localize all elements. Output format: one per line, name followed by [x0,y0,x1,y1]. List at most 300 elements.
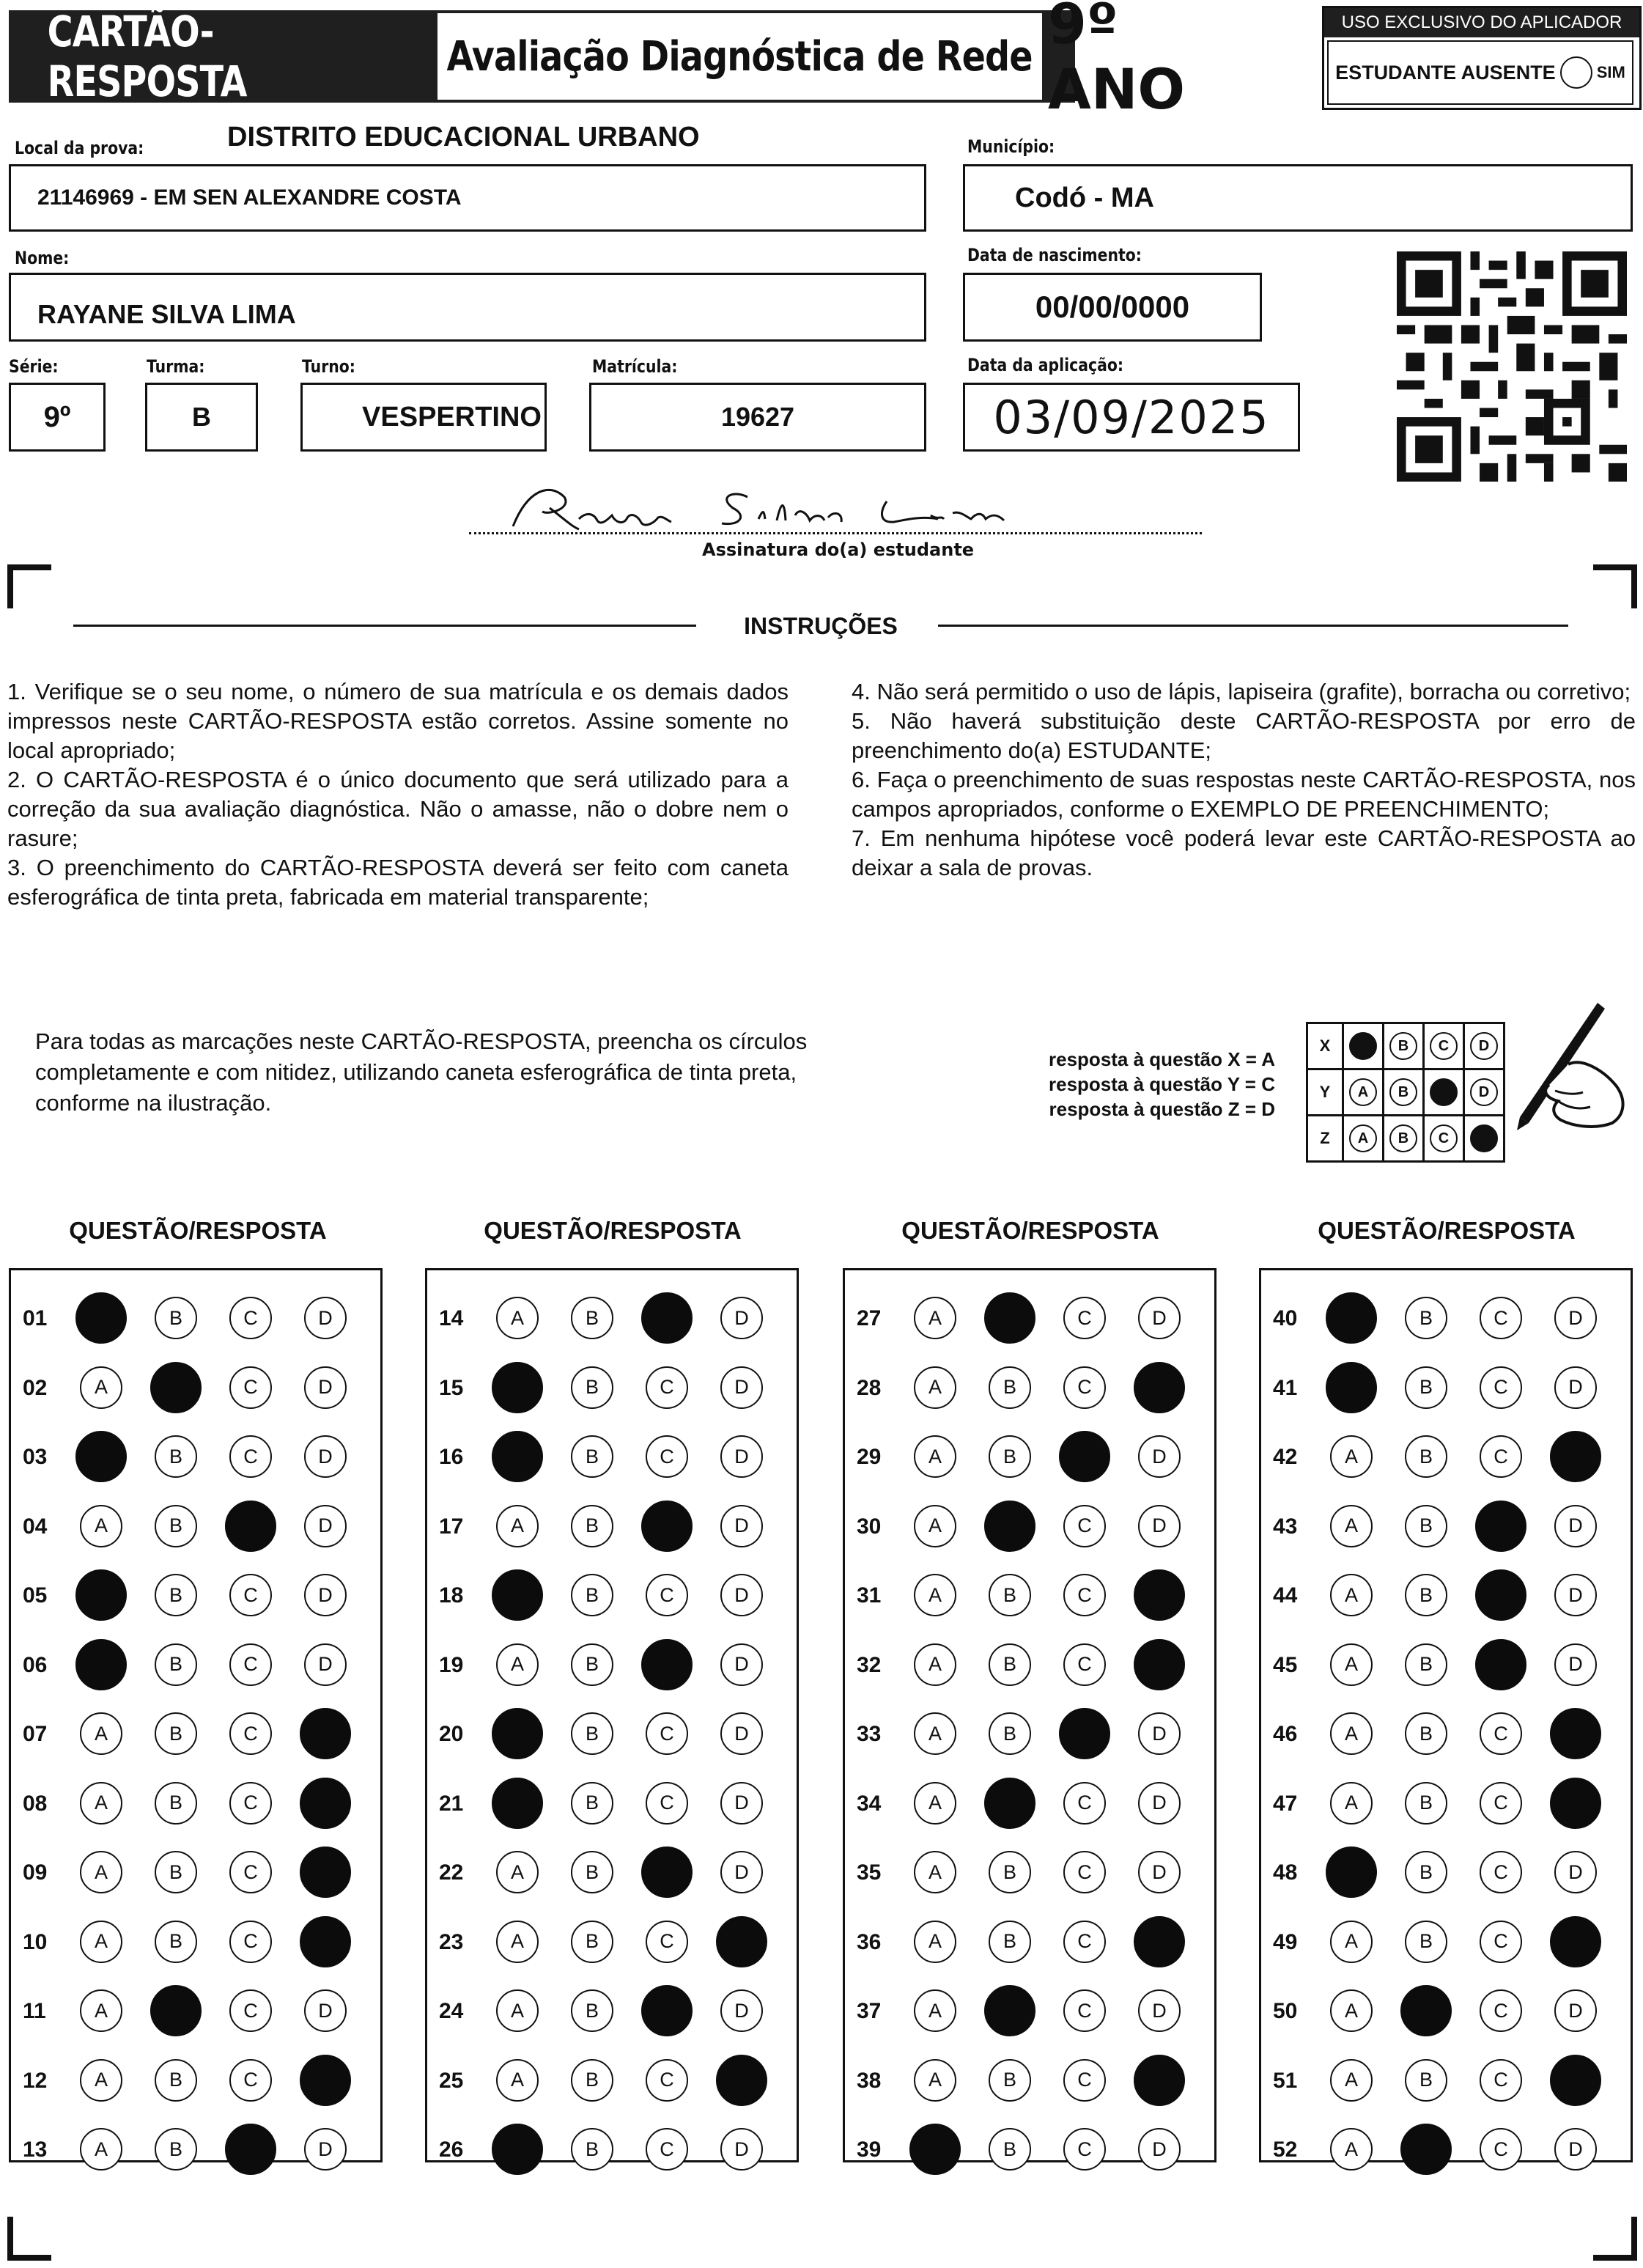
answer-bubble-a[interactable] [75,1639,127,1690]
answer-bubble-d[interactable]: D [1138,1505,1181,1547]
answer-bubble-d[interactable] [1134,1639,1185,1690]
answer-bubble-a[interactable]: A [1330,1782,1373,1825]
answer-bubble-b[interactable]: B [1405,1851,1447,1893]
answer-bubble-c[interactable]: C [1480,1297,1522,1339]
answer-bubble-b[interactable]: B [155,1574,197,1616]
pen-hand-icon [1488,998,1634,1145]
answer-bubble-b[interactable]: B [571,1297,613,1339]
answer-row [1261,1775,1631,1833]
question-number: 48 [1273,1860,1298,1885]
example-row [1308,1024,1503,1068]
answers-header: QUESTÃO/RESPOSTA [901,1217,1159,1244]
instruction-item: 1. Verifique se o seu nome, o número de sua matrícula e os demais dados impressos neste CARTÃO-RESPOSTA estão corretos. Assine somente no local apropriado; [7,679,789,763]
answer-bubble-b[interactable]: B [155,1435,197,1478]
answer-bubble-c[interactable] [641,1985,693,2036]
answer-bubble-d[interactable]: D [720,1297,763,1339]
question-number: 09 [23,1860,48,1885]
answer-bubble-a[interactable]: A [914,1989,956,2032]
answer-bubble-a[interactable] [492,1431,543,1482]
answer-bubble-c[interactable]: C [229,1574,272,1616]
answer-bubble-d[interactable]: D [720,1574,763,1616]
answer-bubble-c[interactable]: C [1063,2059,1106,2102]
absent-option: SIM [1596,63,1625,81]
answer-row [1261,1428,1631,1487]
answer-bubble-b[interactable]: B [989,1366,1031,1409]
answer-bubble-c[interactable]: C [646,2059,688,2102]
answer-row [845,2052,1214,2110]
answer-bubble-a[interactable]: A [1330,1989,1373,2032]
question-number: 02 [23,1375,48,1400]
example-bubble-c: C [1430,1032,1458,1060]
example-cell [1422,1116,1463,1160]
answer-bubble-d[interactable]: D [720,1989,763,2032]
answer-bubble-d[interactable] [300,2055,351,2106]
aplicacao-field: 03/09/2025 [963,383,1300,452]
example-cell [1382,1116,1422,1160]
answer-bubble-a[interactable] [75,1292,127,1344]
answer-bubble-c[interactable]: C [1063,1643,1106,1686]
question-number: 46 [1273,1722,1298,1746]
answer-row [11,2121,380,2179]
answer-bubble-c[interactable]: C [646,1435,688,1478]
answer-bubble-b[interactable]: B [1405,2059,1447,2102]
answer-bubble-b[interactable]: B [989,2128,1031,2171]
answer-bubble-b[interactable]: B [989,1643,1031,1686]
answer-bubble-a[interactable] [492,2124,543,2175]
answer-bubble-b[interactable]: B [571,1643,613,1686]
answer-bubble-d[interactable] [1550,1916,1601,1967]
answer-bubble-d[interactable]: D [304,1574,347,1616]
answer-bubble-b[interactable] [984,1501,1035,1552]
question-number: 47 [1273,1791,1298,1816]
student-signature [498,475,1055,537]
answer-bubble-a[interactable]: A [914,1921,956,1963]
answer-bubble-b[interactable]: B [989,1921,1031,1963]
example-cell [1342,1070,1382,1114]
answer-row [845,1498,1214,1556]
answer-bubble-c[interactable]: C [1480,1989,1522,2032]
answer-bubble-d[interactable]: D [1554,1989,1597,2032]
answer-bubble-c[interactable] [1475,1501,1526,1552]
answer-bubble-c[interactable]: C [229,1643,272,1686]
nome-label: Nome: [15,248,70,268]
answer-bubble-d[interactable]: D [304,1989,347,2032]
example-bubble-b: B [1389,1078,1417,1106]
answer-bubble-a[interactable]: A [1330,2059,1373,2102]
answer-bubble-d[interactable]: D [720,1782,763,1825]
answer-bubble-b[interactable] [150,1985,202,2036]
answer-bubble-c[interactable]: C [1063,1574,1106,1616]
answer-bubble-b[interactable]: B [155,1643,197,1686]
example-bubble-b: B [1389,1124,1417,1152]
answer-row [427,1289,797,1348]
answer-row [845,2121,1214,2179]
answer-bubble-d[interactable]: D [1554,1643,1597,1686]
answer-bubble-a[interactable]: A [496,1989,539,2032]
instructions-rule-left [73,625,696,627]
answer-bubble-a[interactable]: A [1330,1643,1373,1686]
answer-bubble-d[interactable] [1134,1569,1185,1621]
answer-bubble-d[interactable]: D [1554,1851,1597,1893]
answer-bubble-b[interactable]: B [1405,1297,1447,1339]
answer-bubble-c[interactable]: C [1063,1851,1106,1893]
answer-bubble-a[interactable]: A [1330,1435,1373,1478]
question-number: 31 [857,1583,882,1608]
answer-bubble-a[interactable]: A [1330,1574,1373,1616]
answer-row [427,1498,797,1556]
answer-bubble-b[interactable]: B [1405,1712,1447,1755]
answer-bubble-a[interactable]: A [496,2059,539,2102]
answer-bubble-b[interactable]: B [571,1505,613,1547]
answer-bubble-a[interactable] [492,1569,543,1621]
answer-row [427,1775,797,1833]
answer-bubble-a[interactable]: A [80,1366,122,1409]
example-bubble-a: A [1349,1078,1377,1106]
answer-bubble-c[interactable] [1475,1569,1526,1621]
answer-bubble-a[interactable] [909,2124,961,2175]
answer-bubble-c[interactable] [1059,1708,1110,1759]
answer-bubble-a[interactable]: A [914,1505,956,1547]
answer-bubble-b[interactable]: B [155,1851,197,1893]
example-bubble-d: D [1470,1032,1498,1060]
example-row [1308,1114,1503,1160]
answer-bubble-b[interactable]: B [571,1782,613,1825]
answer-bubble-c[interactable] [641,1639,693,1690]
question-number: 37 [857,1999,882,2023]
answer-bubble-a[interactable] [75,1569,127,1621]
answer-bubble-d[interactable]: D [1554,1297,1597,1339]
answer-bubble-c[interactable]: C [229,1712,272,1755]
answer-bubble-c[interactable] [641,1292,693,1344]
answer-bubble-b[interactable] [984,1292,1035,1344]
answer-bubble-b[interactable]: B [571,2059,613,2102]
answer-bubble-c[interactable]: C [1480,1782,1522,1825]
answer-bubble-a[interactable]: A [496,1505,539,1547]
answer-bubble-d[interactable]: D [720,1712,763,1755]
question-number: 22 [439,1860,464,1885]
answer-bubble-a[interactable]: A [80,1712,122,1755]
answer-row [11,1705,380,1764]
answer-bubble-b[interactable]: B [989,2059,1031,2102]
instructions-title: INSTRUÇÕES [744,613,898,639]
answer-bubble-b[interactable]: B [155,1297,197,1339]
answer-bubble-b[interactable]: B [155,1505,197,1547]
answer-bubble-d[interactable] [300,1847,351,1898]
answer-bubble-d[interactable]: D [720,1435,763,1478]
answer-bubble-a[interactable]: A [914,1366,956,1409]
municipio-field: Codó - MA [963,164,1633,232]
answer-bubble-c[interactable]: C [1480,1921,1522,1963]
answer-bubble-a[interactable]: A [1330,1505,1373,1547]
answer-bubble-b[interactable]: B [155,2128,197,2171]
answer-bubble-c[interactable]: C [229,1782,272,1825]
answer-bubble-b[interactable]: B [989,1851,1031,1893]
header-bar [9,7,1075,106]
question-number: 14 [439,1306,464,1330]
example-label: resposta à questão X = A [1049,1048,1275,1070]
answer-row [427,2121,797,2179]
answer-bubble-c[interactable]: C [1480,1851,1522,1893]
answer-bubble-c[interactable]: C [1480,2128,1522,2171]
answer-bubble-c[interactable]: C [646,1574,688,1616]
answer-bubble-c[interactable]: C [646,2128,688,2171]
answer-bubble-b[interactable]: B [1405,1435,1447,1478]
answer-bubble-c[interactable]: C [229,1297,272,1339]
answer-bubble-d[interactable] [1550,1778,1601,1829]
answer-bubble-a[interactable]: A [1330,1921,1373,1963]
question-number: 25 [439,2068,464,2093]
example-cell [1342,1024,1382,1068]
answer-bubble-a[interactable]: A [496,1297,539,1339]
question-number: 41 [1273,1375,1298,1400]
answer-bubble-a[interactable]: A [1330,1712,1373,1755]
answer-bubble-c[interactable] [641,1847,693,1898]
answer-row [845,1844,1214,1902]
answer-bubble-d[interactable]: D [304,1366,347,1409]
question-number: 52 [1273,2138,1298,2162]
answer-bubble-b[interactable]: B [571,1574,613,1616]
answer-row [1261,1844,1631,1902]
answer-bubble-a[interactable]: A [80,2059,122,2102]
answer-row [11,1428,380,1487]
answer-bubble-b[interactable]: B [989,1574,1031,1616]
answer-bubble-c[interactable]: C [1480,2059,1522,2102]
answer-bubble-a[interactable]: A [914,1851,956,1893]
answer-bubble-d[interactable]: D [304,1505,347,1547]
answer-row [845,1289,1214,1348]
answer-bubble-a[interactable] [492,1362,543,1413]
answer-bubble-a[interactable]: A [914,1435,956,1478]
answer-bubble-b[interactable]: B [1405,1505,1447,1547]
answer-bubble-d[interactable]: D [720,1851,763,1893]
answer-bubble-a[interactable] [1326,1292,1377,1344]
local-label: Local da prova: [15,138,144,158]
answer-row [11,1982,380,2041]
answer-bubble-b[interactable]: B [155,1712,197,1755]
example-question: X [1319,1037,1331,1055]
answer-bubble-d[interactable] [1550,2055,1601,2106]
answers-header: QUESTÃO/RESPOSTA [69,1217,327,1244]
answer-bubble-c[interactable]: C [1480,1435,1522,1478]
answers-header: QUESTÃO/RESPOSTA [484,1217,742,1244]
answer-bubble-c[interactable]: C [229,1921,272,1963]
instruction-item: 7. Em nenhuma hipótese você poderá levar este CARTÃO-RESPOSTA ao deixar a sala de provas. [852,825,1636,880]
answer-bubble-d[interactable]: D [1138,1782,1181,1825]
answer-bubble-b[interactable]: B [571,1851,613,1893]
answer-bubble-c[interactable]: C [1063,2128,1106,2171]
answer-bubble-c[interactable]: C [229,1366,272,1409]
qr-code [1397,251,1627,482]
grade-badge: 9º ANO [1048,0,1186,122]
question-number: 27 [857,1306,882,1330]
answer-bubble-c[interactable]: C [646,1366,688,1409]
answer-bubble-a[interactable]: A [914,1574,956,1616]
answer-bubble-b[interactable]: B [571,1921,613,1963]
question-number: 43 [1273,1514,1298,1539]
answer-bubble-b[interactable] [984,1778,1035,1829]
answer-bubble-d[interactable]: D [1138,1989,1181,2032]
answer-bubble-d[interactable]: D [720,1643,763,1686]
answer-bubble-c[interactable]: C [646,1782,688,1825]
answer-bubble-a[interactable]: A [80,2128,122,2171]
answer-bubble-a[interactable]: A [80,1505,122,1547]
answer-row [1261,1636,1631,1695]
question-number: 07 [23,1722,48,1746]
answer-bubble-b[interactable]: B [571,1366,613,1409]
answer-bubble-c[interactable] [641,1501,693,1552]
answer-bubble-a[interactable]: A [496,1851,539,1893]
question-number: 12 [23,2068,48,2093]
answer-bubble-c[interactable]: C [1063,1366,1106,1409]
answer-bubble-c[interactable] [1059,1431,1110,1482]
answer-bubble-d[interactable]: D [304,1297,347,1339]
answer-bubble-d[interactable] [300,1778,351,1829]
answer-bubble-d[interactable]: D [1138,1712,1181,1755]
answer-bubble-b[interactable] [150,1362,202,1413]
answer-bubble-a[interactable] [492,1778,543,1829]
answer-bubble-d[interactable] [300,1708,351,1759]
answer-bubble-a[interactable]: A [914,1782,956,1825]
answer-bubble-d[interactable]: D [304,1435,347,1478]
answer-bubble-d[interactable]: D [1554,1505,1597,1547]
answer-bubble-d[interactable] [1134,2055,1185,2106]
answer-bubble-b[interactable]: B [155,2059,197,2102]
answer-row [11,1359,380,1418]
answer-bubble-c[interactable] [1475,1639,1526,1690]
answer-row [1261,1913,1631,1972]
answer-bubble-b[interactable]: B [1405,1643,1447,1686]
answer-bubble-d[interactable] [716,2055,767,2106]
answer-bubble-b[interactable]: B [989,1435,1031,1478]
answer-bubble-b[interactable] [984,1985,1035,2036]
turma-field: B [145,383,258,452]
question-number: 26 [439,2138,464,2162]
answer-bubble-b[interactable]: B [1405,1366,1447,1409]
answer-bubble-b[interactable]: B [571,2128,613,2171]
answer-bubble-a[interactable]: A [914,1712,956,1755]
question-number: 11 [23,1999,46,2023]
answer-bubble-d[interactable] [1134,1362,1185,1413]
answer-bubble-d[interactable]: D [304,1643,347,1686]
answer-bubble-d[interactable]: D [1554,1366,1597,1409]
answer-bubble-c[interactable]: C [1063,1505,1106,1547]
answer-bubble-b[interactable]: B [155,1782,197,1825]
answer-bubble-c[interactable]: C [1480,1366,1522,1409]
answer-bubble-a[interactable]: A [80,1851,122,1893]
answer-bubble-d[interactable]: D [720,2128,763,2171]
answer-bubble-a[interactable]: A [80,1989,122,2032]
answer-bubble-d[interactable]: D [1138,1851,1181,1893]
instruction-item: 3. O preenchimento do CARTÃO-RESPOSTA deverá ser feito com caneta esferográfica de tinta preta, fabricada em material transparente; [7,855,789,910]
signature-line [469,532,1202,534]
answer-bubble-d[interactable] [1134,1916,1185,1967]
answer-bubble-b[interactable]: B [1405,1782,1447,1825]
answer-bubble-c[interactable]: C [229,1435,272,1478]
answer-bubble-c[interactable]: C [229,2059,272,2102]
answer-bubble-b[interactable] [1400,1985,1452,2036]
answer-bubble-c[interactable]: C [1063,1297,1106,1339]
answer-row [427,1359,797,1418]
answer-bubble-c[interactable]: C [1480,1712,1522,1755]
answer-bubble-b[interactable]: B [571,1435,613,1478]
absent-bubble[interactable] [1560,56,1592,89]
answer-row [1261,2052,1631,2110]
answer-bubble-d[interactable]: D [1138,2128,1181,2171]
answer-bubble-c[interactable]: C [229,1851,272,1893]
answer-bubble-c[interactable] [225,1501,276,1552]
answer-bubble-c[interactable]: C [1063,1921,1106,1963]
answer-bubble-d[interactable]: D [1138,1435,1181,1478]
answer-bubble-a[interactable]: A [914,2059,956,2102]
answer-bubble-c[interactable]: C [1063,1782,1106,1825]
answer-bubble-d[interactable]: D [720,1505,763,1547]
answer-bubble-b[interactable]: B [155,1921,197,1963]
example-question: Y [1319,1083,1331,1101]
answer-bubble-b[interactable]: B [571,1989,613,2032]
answer-bubble-b[interactable]: B [1405,1574,1447,1616]
example-bubble-b: B [1389,1032,1417,1060]
answer-row [1261,1982,1631,2041]
answer-bubble-d[interactable] [716,1916,767,1967]
instruction-item: 4. Não será permitido o uso de lápis, lapiseira (grafite), borracha ou corretivo; [852,679,1631,704]
answer-bubble-b[interactable] [1400,2124,1452,2175]
answer-bubble-b[interactable]: B [1405,1921,1447,1963]
answer-bubble-a[interactable]: A [496,1921,539,1963]
answer-bubble-a[interactable] [75,1431,127,1482]
example-label: resposta à questão Z = D [1049,1098,1275,1120]
answer-bubble-d[interactable] [1550,1708,1601,1759]
example-bubble-d: D [1470,1124,1498,1152]
example-bubble-a: A [1349,1032,1377,1060]
instruction-item: 6. Faça o preenchimento de suas respostas neste CARTÃO-RESPOSTA, nos campos apropriados, conforme o EXEMPLO DE PREENCHIMENTO; [852,767,1636,822]
answer-bubble-d[interactable]: D [1554,1574,1597,1616]
question-number: 45 [1273,1652,1298,1677]
answer-bubble-b[interactable]: B [571,1712,613,1755]
question-number: 19 [439,1652,464,1677]
answer-bubble-a[interactable]: A [1330,2128,1373,2171]
answer-bubble-c[interactable] [225,2124,276,2175]
answer-bubble-c[interactable]: C [229,1989,272,2032]
answer-bubble-a[interactable]: A [80,1921,122,1963]
answer-bubble-d[interactable] [300,1916,351,1967]
answer-bubble-c[interactable]: C [1063,1989,1106,2032]
answer-bubble-a[interactable]: A [80,1782,122,1825]
answer-bubble-d[interactable]: D [304,2128,347,2171]
turno-field: VESPERTINO [300,383,547,452]
answer-bubble-a[interactable] [492,1708,543,1759]
answer-bubble-a[interactable] [1326,1847,1377,1898]
answer-bubble-a[interactable]: A [496,1643,539,1686]
question-number: 23 [439,1929,464,1954]
answer-bubble-a[interactable]: A [914,1643,956,1686]
corner-mark-top-right [1593,564,1637,608]
corner-mark-top-left [7,564,51,608]
answer-bubble-c[interactable]: C [646,1712,688,1755]
answer-bubble-c[interactable]: C [646,1921,688,1963]
answer-bubble-d[interactable]: D [1138,1297,1181,1339]
answer-bubble-d[interactable]: D [1554,2128,1597,2171]
question-number: 36 [857,1929,882,1954]
answer-bubble-a[interactable] [1326,1362,1377,1413]
answer-bubble-b[interactable]: B [989,1712,1031,1755]
answer-bubble-a[interactable]: A [914,1297,956,1339]
corner-mark-bottom-left [7,2217,51,2261]
question-number: 30 [857,1514,882,1539]
question-number: 49 [1273,1929,1298,1954]
answer-bubble-d[interactable]: D [720,1366,763,1409]
answer-row [427,1428,797,1487]
answer-bubble-d[interactable] [1550,1431,1601,1482]
